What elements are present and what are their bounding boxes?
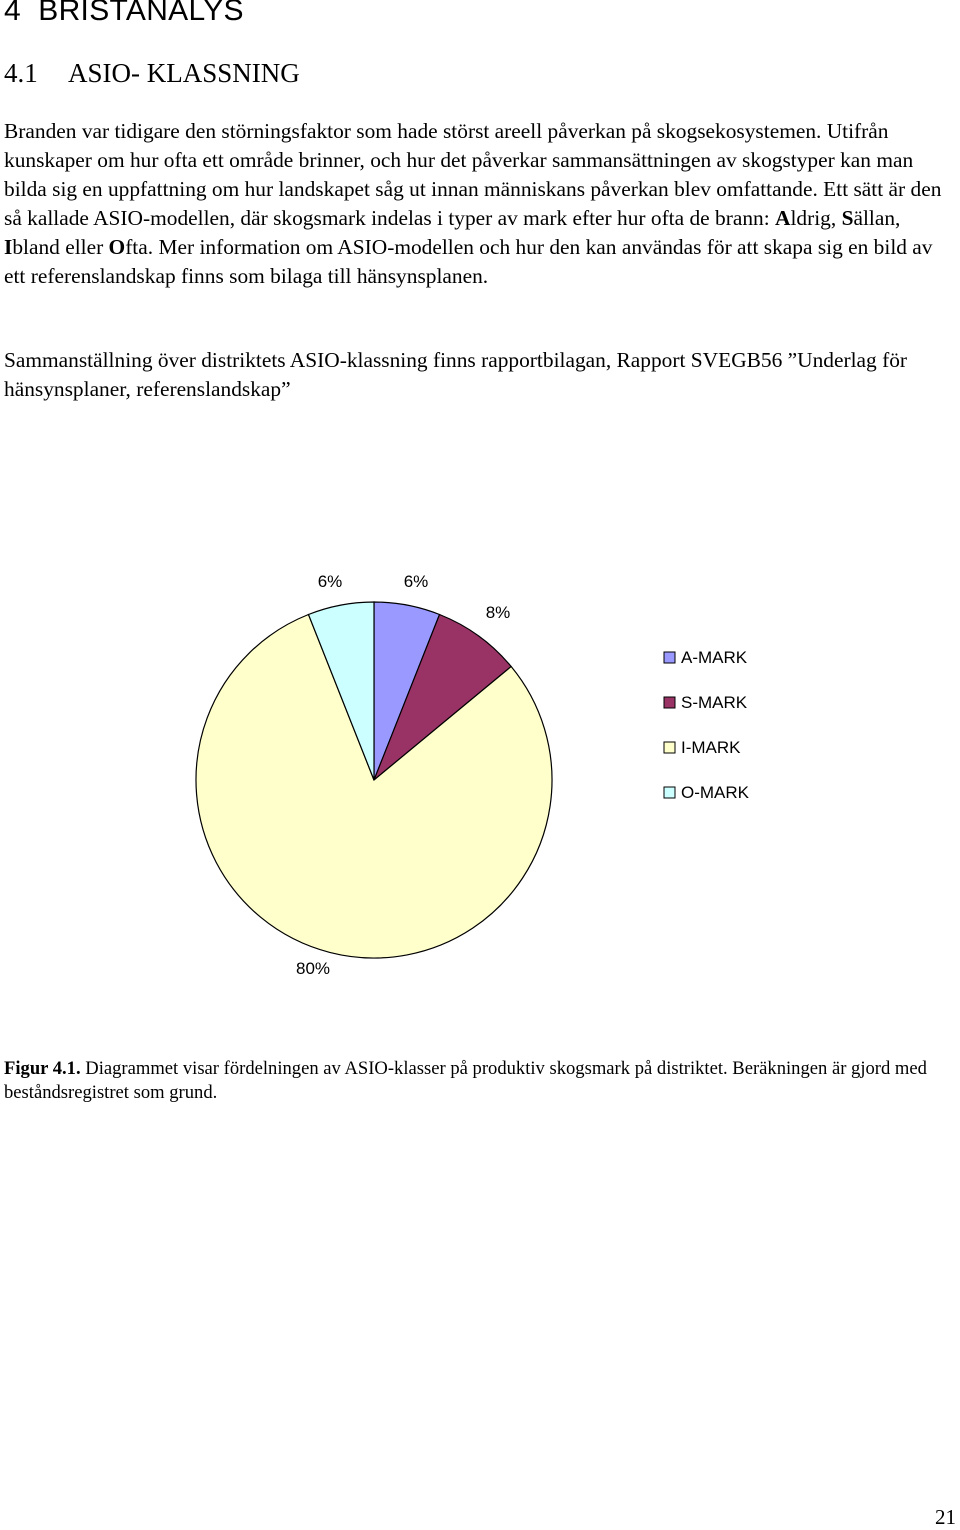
- figure-caption-text: Diagrammet visar fördelningen av ASIO-klasser på produktiv skogsmark på distriktet. Beräkningen är gjord med beståndsregistret som grund.: [4, 1058, 927, 1103]
- legend-swatch-s-mark: [664, 697, 675, 708]
- legend-label-i-mark: I-MARK: [681, 738, 741, 757]
- bold-letter-o: O: [108, 235, 126, 259]
- legend-swatch-i-mark: [664, 742, 675, 753]
- figure-caption: [4, 1057, 956, 1105]
- legend-swatch-o-mark: [664, 787, 675, 798]
- summary-paragraph: Sammanställning över distriktets ASIO-klassning finns rapportbilagan, Rapport SVEGB56 ”Underlag för hänsynsplaner, referenslandskap”: [4, 348, 908, 401]
- chapter-heading: [4, 0, 244, 28]
- para-text-sallan: ällan,: [853, 206, 901, 230]
- page-number: 21: [935, 1505, 956, 1529]
- data-label-a-mark: 6%: [403, 572, 429, 591]
- para-text-ofta: fta.: [125, 235, 154, 259]
- section-number: 4.1: [4, 58, 38, 88]
- asio-pie-chart: [0, 560, 960, 1000]
- legend-label-s-mark: S-MARK: [681, 693, 748, 712]
- bold-letter-i: I: [4, 235, 13, 259]
- bold-letter-s: S: [841, 206, 854, 230]
- chapter-title: BRISTANALYS: [38, 0, 244, 27]
- para-text: Branden var tidigare den störningsfaktor som hade störst areell påverkan på skogsekosystemen. Utifrån kunskaper om hur ofta ett område brinner, och hur det påverkar sammansättningen av skogstyper kan man bilda sig en uppfattning om hur landskapet såg ut innan människans påverkan blev omfattande. Ett sätt är den så kallade ASIO-modellen, där skogsmark indelas i typer av mark efter hur ofta de brann:: [4, 119, 942, 230]
- legend-label-o-mark: O-MARK: [681, 783, 749, 802]
- data-label-s-mark: 8%: [485, 603, 511, 622]
- legend-swatch-a-mark: [664, 652, 675, 663]
- section-title: ASIO- KLASSNING: [68, 58, 300, 88]
- para-text-more: Mer information om ASIO-modellen och hur den kan användas för att skapa sig en bild av ett referenslandskap finns som bilaga till hänsynsplanen.: [4, 235, 933, 288]
- para-text-ibland: bland eller: [12, 235, 109, 259]
- section-heading: [4, 58, 300, 89]
- bold-letter-a: A: [775, 206, 791, 230]
- intro-paragraph: [4, 117, 956, 291]
- legend-label-a-mark: A-MARK: [681, 648, 748, 667]
- chapter-number: 4: [4, 0, 21, 27]
- data-label-o-mark: 6%: [317, 572, 343, 591]
- data-label-i-mark: 80%: [295, 959, 331, 978]
- para-text-aldrig: ldrig,: [790, 206, 842, 230]
- figure-label: Figur 4.1.: [4, 1058, 81, 1079]
